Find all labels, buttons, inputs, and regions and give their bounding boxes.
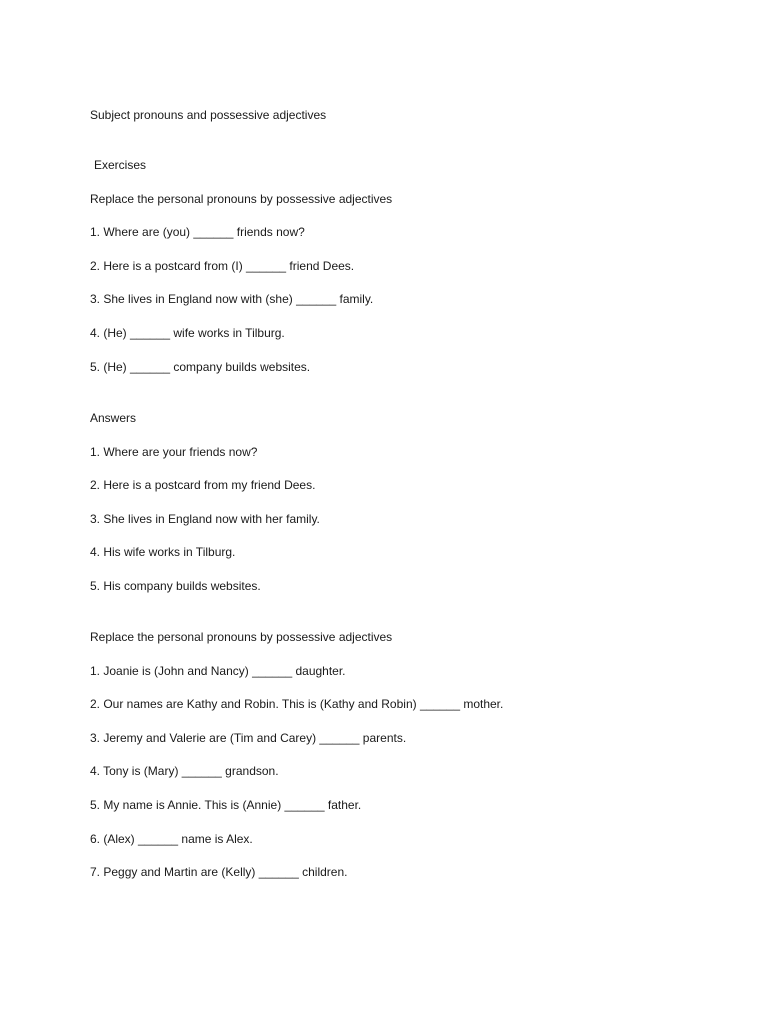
section2-instruction: Replace the personal pronouns by possessive adjectives [90, 630, 393, 644]
answer-item: 3. She lives in England now with her family. [90, 512, 320, 526]
section1-instruction: Replace the personal pronouns by possessive adjectives [90, 192, 393, 206]
exercise-item: 1. Joanie is (John and Nancy) ______ daughter. [90, 664, 346, 678]
exercise-item: 4. (He) ______ wife works in Tilburg. [90, 326, 285, 340]
exercise-item: 3. Jeremy and Valerie are (Tim and Carey) ______ parents. [90, 731, 407, 745]
exercise-item: 5. My name is Annie. This is (Annie) ______ father. [90, 798, 362, 812]
exercise-item: 7. Peggy and Martin are (Kelly) ______ children. [90, 865, 348, 879]
answer-item: 4. His wife works in Tilburg. [90, 545, 236, 559]
exercise-item: 6. (Alex) ______ name is Alex. [90, 832, 253, 846]
exercise-item: 2. Our names are Kathy and Robin. This is (Kathy and Robin) ______ mother. [90, 697, 504, 711]
exercise-item: 3. She lives in England now with (she) ______ family. [90, 292, 374, 306]
exercise-item: 4. Tony is (Mary) ______ grandson. [90, 764, 279, 778]
exercise-item: 5. (He) ______ company builds websites. [90, 360, 311, 374]
exercise-item: 2. Here is a postcard from (I) ______ friend Dees. [90, 259, 355, 273]
answer-item: 1. Where are your friends now? [90, 445, 258, 459]
answers-heading: Answers [90, 411, 137, 425]
document-title: Subject pronouns and possessive adjectives [90, 108, 327, 122]
exercises-heading: Exercises [94, 158, 147, 172]
answer-item: 2. Here is a postcard from my friend Dees. [90, 478, 316, 492]
exercise-item: 1. Where are (you) ______ friends now? [90, 225, 305, 239]
answer-item: 5. His company builds websites. [90, 579, 261, 593]
